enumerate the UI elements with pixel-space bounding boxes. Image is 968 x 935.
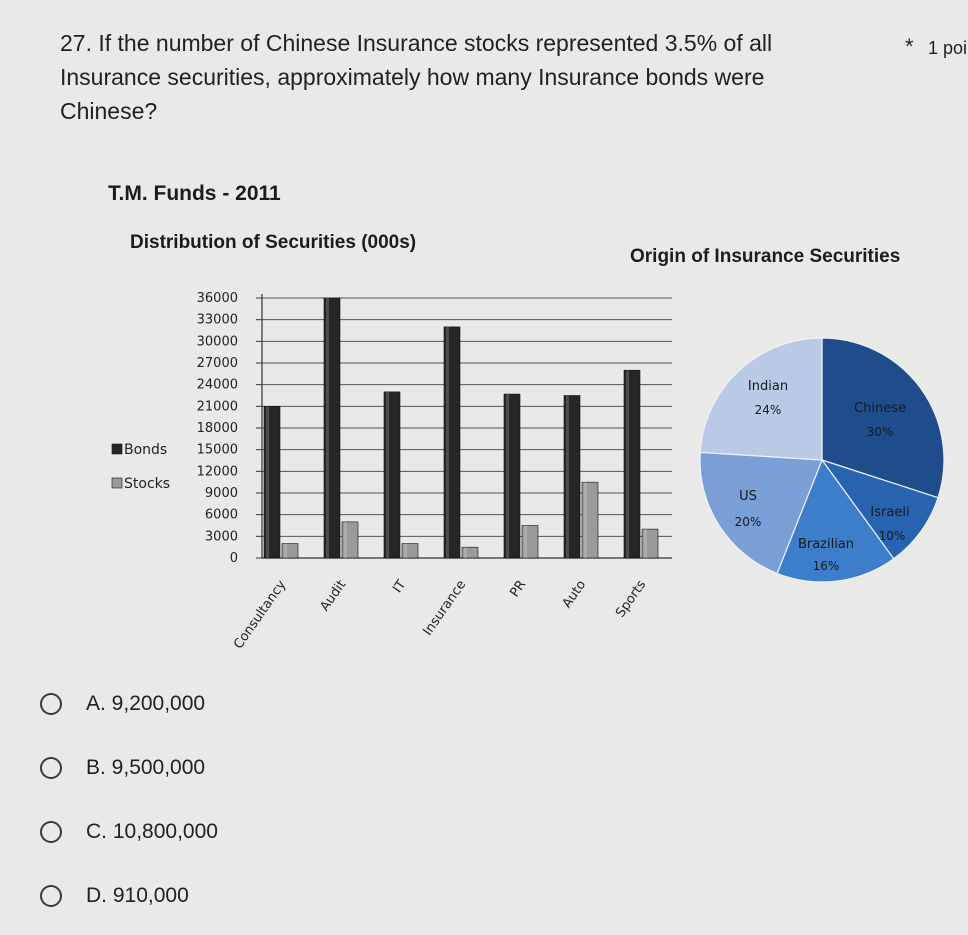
option-d[interactable] — [40, 864, 218, 928]
answer-options — [40, 672, 218, 928]
required-asterisk: * — [905, 34, 914, 59]
bar-highlight — [584, 482, 587, 558]
legend-swatch — [112, 478, 122, 488]
bar-chart-title: Distribution of Securities (000s) — [130, 232, 417, 253]
pie-chart-title: Origin of Insurance Securities — [630, 246, 901, 267]
option-c-label: C. 10,800,000 — [86, 820, 218, 843]
y-tick-label: 3000 — [204, 529, 238, 545]
bar-highlight — [446, 327, 449, 558]
option-d-label: D. 910,000 — [86, 884, 189, 907]
x-tick-label: Insurance — [420, 577, 470, 639]
pie-label: Israeli — [870, 505, 910, 520]
pie-label: US — [739, 489, 757, 504]
points-label: 1 poi — [928, 38, 968, 58]
y-tick-label: 12000 — [196, 464, 238, 480]
y-tick-label: 15000 — [196, 442, 238, 458]
radio-button-a[interactable] — [40, 693, 62, 715]
bar-highlight — [644, 529, 647, 558]
option-b-label: B. 9,500,000 — [86, 756, 206, 779]
x-tick-label: Sports — [613, 577, 650, 621]
y-tick-label: 33000 — [196, 312, 238, 328]
y-tick-label: 30000 — [196, 334, 238, 350]
y-tick-label: 6000 — [204, 507, 238, 523]
option-b[interactable] — [40, 736, 218, 800]
radio-button-d[interactable] — [40, 885, 62, 907]
bar-highlight — [266, 406, 269, 558]
x-tick-label: Audit — [317, 577, 350, 615]
y-tick-label: 9000 — [204, 486, 238, 501]
x-tick-label: Consultancy — [231, 577, 290, 652]
bar-highlight — [464, 547, 467, 558]
pie-percent-label: 10% — [878, 529, 906, 543]
y-tick-label: 27000 — [196, 356, 238, 371]
question-text: 27. If the number of Chinese Insurance stocks represented 3.5% of all Insurance securities, approximately how many Insurance bonds were Chinese? — [60, 30, 773, 124]
radio-button-b[interactable] — [40, 757, 62, 779]
pie-label: Brazilian — [797, 537, 855, 552]
pie-label: Indian — [747, 379, 789, 394]
x-tick-label: Auto — [559, 577, 590, 612]
pie-label: Chinese — [854, 401, 906, 416]
pie-slice-indian — [700, 338, 822, 460]
y-tick-label: 18000 — [196, 421, 238, 436]
y-tick-label: 36000 — [196, 291, 238, 306]
bar-highlight — [344, 522, 347, 558]
x-tick-label: IT — [390, 577, 410, 596]
pie-percent-label: 24% — [754, 403, 782, 417]
y-tick-label: 24000 — [196, 377, 238, 393]
y-tick-label: 21000 — [196, 399, 238, 415]
legend-label: Bonds — [124, 442, 168, 458]
x-tick-label: PR — [507, 577, 530, 601]
option-a-label: A. 9,200,000 — [86, 692, 206, 715]
bar-highlight — [386, 392, 389, 558]
y-tick-label: 0 — [229, 551, 238, 566]
bar-highlight — [566, 396, 569, 559]
bar-highlight — [524, 526, 527, 559]
figure-title: T.M. Funds - 2011 — [108, 182, 281, 205]
pie-percent-label: 20% — [734, 515, 762, 529]
legend-swatch — [112, 444, 122, 454]
option-a[interactable] — [40, 672, 218, 736]
pie-percent-label: 30% — [866, 425, 894, 439]
bar-highlight — [506, 394, 509, 558]
legend-label: Stocks — [124, 476, 171, 492]
bar-highlight — [326, 298, 329, 558]
bar-highlight — [404, 544, 407, 558]
pie-percent-label: 16% — [812, 559, 840, 573]
bar-highlight — [284, 544, 287, 558]
radio-button-c[interactable] — [40, 821, 62, 843]
option-c[interactable] — [40, 800, 218, 864]
bar-highlight — [626, 370, 629, 558]
